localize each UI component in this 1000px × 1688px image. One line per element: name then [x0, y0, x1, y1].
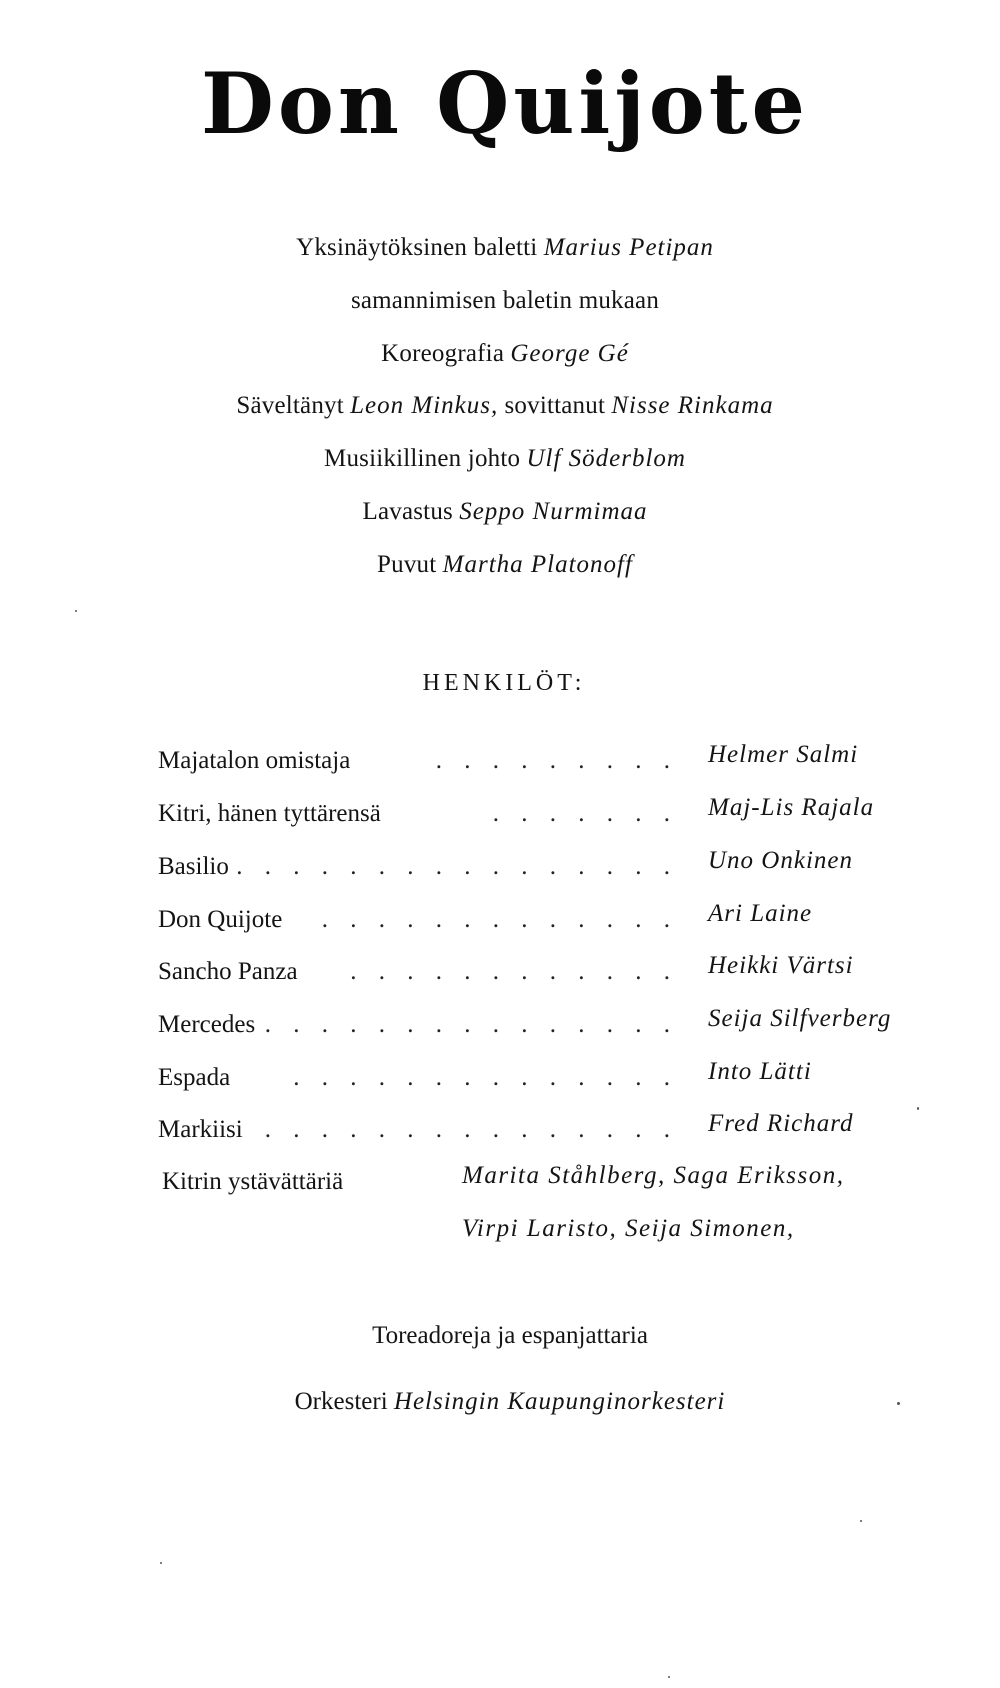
- cast-role: Mercedes: [158, 1011, 256, 1038]
- paper-speck: [897, 1402, 900, 1405]
- cast-row: [158, 952, 918, 994]
- credit-role: Yksinäytöksinen baletti: [296, 234, 538, 261]
- cast-role: Don Quijote: [158, 906, 283, 933]
- credit-role: Lavastus: [362, 498, 453, 525]
- paper-speck: [668, 1676, 670, 1678]
- dot-leader: . . . . . . . . . . . . . . .: [264, 1116, 678, 1143]
- credit-name: Marius Petipan: [543, 234, 714, 261]
- cast-name: Uno Onkinen: [708, 847, 853, 874]
- cast-role: Sancho Panza: [158, 958, 298, 985]
- cast-name: Heikki Värtsi: [708, 952, 854, 979]
- cast-row: [158, 847, 918, 889]
- credit-role-arranger: sovittanut: [504, 392, 606, 419]
- cast-name: Seija Silfverberg: [708, 1005, 892, 1032]
- credit-line-sets: [0, 497, 1000, 527]
- credit-role: Musiikillinen johto: [324, 445, 521, 472]
- credit-line-ballet: [0, 233, 1000, 263]
- cast-row: [158, 1005, 918, 1047]
- friends-names-line-2: Virpi Laristo, Seija Simonen,: [462, 1215, 795, 1242]
- credit-name: George Gé: [510, 340, 629, 367]
- cast-role: Espada: [158, 1064, 231, 1091]
- cast-name: Into Lätti: [708, 1058, 812, 1085]
- cast-heading: HENKILÖT:: [422, 670, 586, 696]
- cast-row: [158, 1058, 918, 1100]
- dot-leader: . . . . . . . . . . . .: [350, 958, 678, 985]
- dot-leader: . . . . . . . . . . . . . . . .: [236, 853, 678, 880]
- credit-line-composer: [0, 391, 1000, 421]
- paper-speck: [160, 1562, 162, 1564]
- paper-speck: [917, 1107, 919, 1110]
- credit-name: Leon Minkus,: [350, 392, 499, 419]
- credit-name-arranger: Nisse Rinkama: [611, 392, 774, 419]
- orchestra-line: [0, 1388, 1000, 1416]
- cast-name: Ari Laine: [708, 900, 813, 927]
- cast-role: Majatalon omistaja: [158, 747, 351, 774]
- credit-role: Säveltänyt: [236, 392, 344, 419]
- paper-speck: [860, 1520, 862, 1522]
- cast-row: [158, 741, 918, 783]
- cast-row: [158, 1110, 918, 1152]
- credit-line-conductor: [0, 444, 1000, 474]
- credit-name: Ulf Söderblom: [526, 445, 686, 472]
- credit-line-based-on: [0, 286, 1000, 316]
- dot-leader: . . . . . . . . . . . . . . .: [264, 1011, 678, 1038]
- cast-role: Markiisi: [158, 1116, 243, 1143]
- page-title: Don Quijote: [200, 54, 809, 153]
- credit-role: Puvut: [377, 551, 437, 578]
- dot-leader: . . . . . . . . . . . . .: [321, 906, 678, 933]
- orchestra-label: Orkesteri: [294, 1388, 388, 1415]
- dot-leader: . . . . . . .: [492, 800, 678, 827]
- cast-name: Fred Richard: [708, 1110, 854, 1137]
- orchestra-name: Helsingin Kaupunginorkesteri: [393, 1388, 726, 1415]
- cast-name: Maj-Lis Rajala: [708, 794, 875, 821]
- credit-name: Seppo Nurmimaa: [459, 498, 648, 525]
- dot-leader: . . . . . . . . . . . . . .: [293, 1064, 678, 1091]
- cast-role: Basilio: [158, 853, 229, 880]
- credit-role: Koreografia: [381, 340, 505, 367]
- credit-line-choreography: [0, 339, 1000, 369]
- paper-speck: [75, 610, 77, 612]
- credit-line-costumes: [0, 550, 1000, 580]
- cast-role: Kitri, hänen tyttärensä: [158, 800, 381, 827]
- credit-name: Martha Platonoff: [442, 551, 633, 578]
- credit-role: samannimisen baletin mukaan: [350, 287, 660, 314]
- extras-line: Toreadoreja ja espanjattaria: [372, 1322, 648, 1349]
- friends-names-line-1: Marita Ståhlberg, Saga Eriksson,: [462, 1162, 845, 1189]
- friends-role: Kitrin ystävättäriä: [162, 1168, 344, 1195]
- cast-row: [158, 794, 918, 836]
- cast-name: Helmer Salmi: [708, 741, 859, 768]
- dot-leader: . . . . . . . . .: [435, 747, 678, 774]
- cast-row: [158, 900, 918, 942]
